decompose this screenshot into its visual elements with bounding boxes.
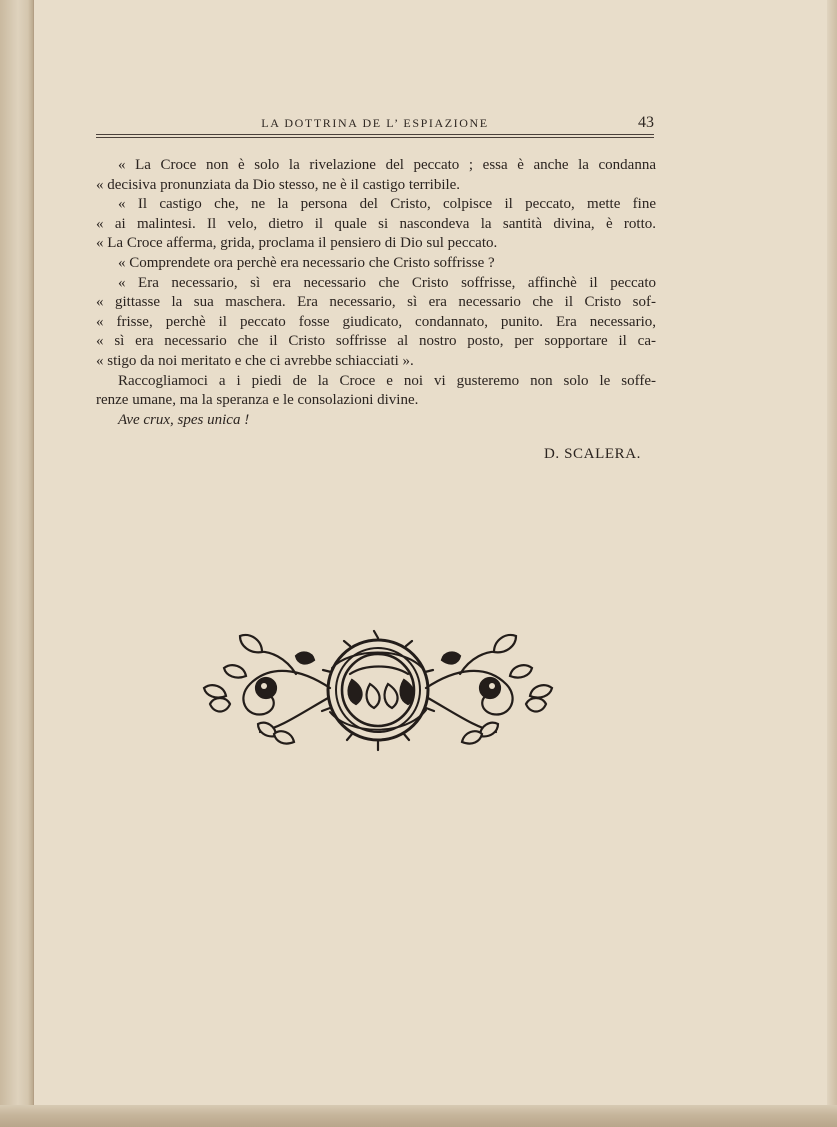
text-line: « stigo da noi meritato e che ci avrebbe schiacciati ». (96, 352, 414, 369)
running-head (96, 112, 654, 132)
text-line: « gittasse la sua maschera. Era necessario, sì era necessario che il Cristo sof- (96, 294, 656, 311)
text-line: « Era necessario, sì era necessario che Cristo soffrisse, affinchè il peccato (118, 274, 656, 291)
body-text (96, 156, 656, 430)
text-line: Raccogliamoci a i piedi de la Croce e noi vi gusteremo non solo le soffe- (118, 372, 656, 389)
text-line: renze umane, ma la speranza e le consolazioni divine. (96, 392, 419, 409)
page-number: 43 (638, 114, 654, 131)
bottom-page-edge (0, 1105, 837, 1127)
author-signature: D. SCALERA. (543, 446, 641, 462)
header-rule-bottom (96, 137, 654, 138)
left-page-edge (0, 0, 34, 1127)
text-line: « La Croce afferma, grida, proclama il pensiero di Dio sul peccato. (96, 235, 498, 252)
text-line: « decisiva pronunziata da Dio stesso, ne è il castigo terribile. (96, 176, 461, 193)
text-line: « frisse, perchè il peccato fosse giudicato, condannato, punito. Era necessario, (96, 313, 656, 330)
running-head-title: LA DOTTRINA DE L’ ESPIAZIONE (261, 116, 489, 130)
text-line: « Comprendete ora perchè era necessario che Cristo soffrisse ? (118, 254, 495, 271)
header-rule-top (96, 134, 654, 135)
closing-motto: Ave crux, spes unica ! (118, 411, 250, 428)
text-line: « La Croce non è solo la rivelazione del peccato ; essa è anche la condanna (118, 157, 656, 173)
text-line: « sì era necessario che il Cristo soffrisse al nostro posto, per sopportare il ca- (96, 333, 656, 350)
text-line: « ai malintesi. Il velo, dietro il quale si nascondeva la santità divina, è rotto. (96, 215, 656, 232)
right-page-edge (827, 0, 837, 1127)
text-line: « Il castigo che, ne la persona del Cristo, colpisce il peccato, mette fine (118, 196, 656, 213)
thorn-wreath-vine-ornament-icon (200, 628, 556, 756)
